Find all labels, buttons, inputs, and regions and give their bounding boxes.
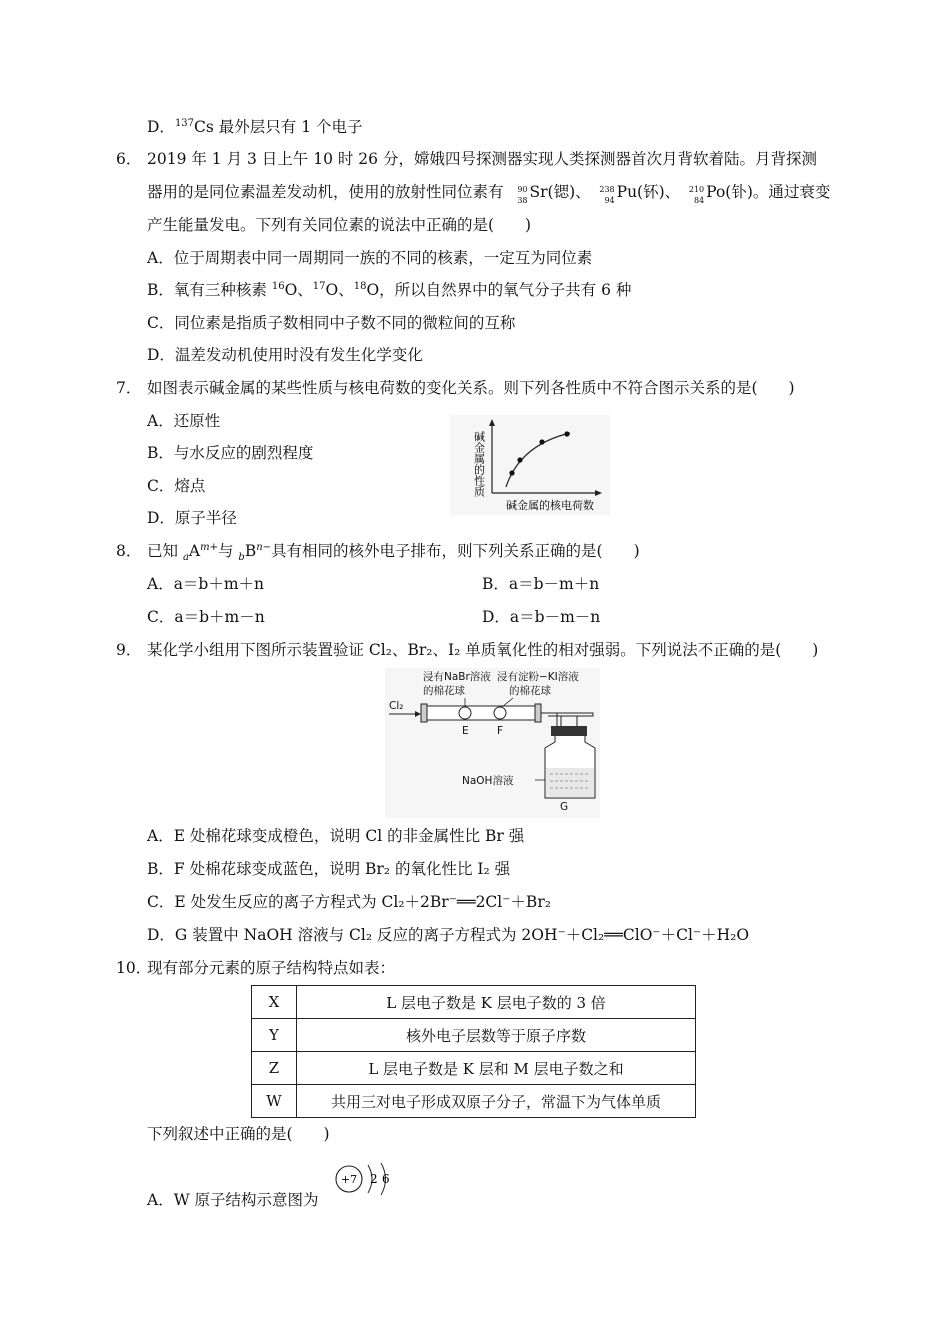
label-g: G [560,801,569,813]
atomic-structure-diagram [332,1160,402,1206]
q6-stem-line2: 器用的是同位素温差发动机，使用的放射性同位素有 90 38 Sr(锶)、 238 94 Pu(钚)、 210 84 Po(钋)。通过衰变 [147,183,831,205]
table-row: W 共用三对电子形成双原子分子，常温下为气体单质 [252,1085,696,1118]
q7-stem: 如图表示碱金属的某些性质与核电荷数的变化关系。则下列各性质中不符合图示关系的是( ) [147,379,795,397]
q9-apparatus-figure [385,668,600,818]
q7-number: 7． [116,379,142,397]
q8-option-c: C．a＝b＋m－n [147,608,265,626]
q9-option-d: D．G 装置中 NaOH 溶液与 Cl₂ 反应的离子方程式为 2OH⁻＋Cl₂══ClO⁻＋Cl⁻＋H₂O [147,926,750,944]
q10-option-a: A．W 原子结构示意图为 [147,1191,319,1209]
element-structure-table [251,985,696,1118]
q7-option-d: D．原子半径 [147,509,237,527]
q6-stem-line3: 产生能量发电。下列有关同位素的说法中正确的是( ) [147,216,532,234]
shell-2-electrons: 6 [382,1172,390,1186]
label-ki-1: 浸有淀粉−KI溶液 [497,671,579,683]
label-nabr-2: 的棉花球 [423,685,465,697]
isotope-po: 210 84 [688,185,705,205]
label-f: F [497,725,504,737]
q7-option-b: B．与水反应的剧烈程度 [147,444,314,462]
curve-point [509,470,514,475]
q8-number: 8． [116,542,142,560]
q6-stem-line1: 2019 年 1 月 3 日上午 10 时 26 分，嫦娥四号探测器实现人类探测器首次月背软着陆。月背探测 [147,150,817,168]
q8-option-d: D．a＝b－m－n [482,608,601,626]
q7-y-label: 碱金属的性质 [472,431,486,497]
q9-option-a: A．E 处棉花球变成橙色，说明 Cl 的非金属性比 Br 强 [147,827,525,845]
isotope-sr: 90 38 [517,185,528,205]
table-row: Y 核外电子层数等于原子序数 [252,1019,696,1052]
q5-option-d: D．$^{137}$Cs 最外层只有 1 个电子 [147,117,363,136]
q6-option-c: C．同位素是指质子数相同中子数不同的微粒间的互称 [147,314,516,332]
q9-number: 9． [116,641,142,659]
q7-option-c: C．熔点 [147,477,206,495]
q7-x-label: 碱金属的核电荷数 [506,499,594,512]
q6-option-d: D．温差发动机使用时没有发生化学变化 [147,346,423,364]
curve-point [517,457,522,462]
q9-stem: 某化学小组用下图所示装置验证 Cl₂、Br₂、I₂ 单质氧化性的相对强弱。下列说法不正确的是( ) [147,641,819,659]
q7-figure [450,415,610,515]
curve-point [564,431,569,436]
cotton-ball-e [459,707,471,719]
q9-option-b: B．F 处棉花球变成蓝色，说明 Br₂ 的氧化性比 I₂ 强 [147,860,511,878]
label-nabr-1: 浸有NaBr溶液 [423,671,491,683]
q10-stem: 现有部分元素的原子结构特点如表： [147,959,396,977]
label-e: E [462,725,469,737]
label-cl2: Cl₂ [389,700,404,712]
shell-1-electrons: 2 [370,1172,378,1186]
label-ki-2: 的棉花球 [509,685,551,697]
q8-option-b: B．a＝b－m＋n [482,575,600,593]
q7-option-a: A．还原性 [147,412,221,430]
table-row: X L 层电子数是 K 层电子数的 3 倍 [252,986,696,1019]
q6-option-a: A．位于周期表中同一周期同一族的不同的核素，一定互为同位素 [147,249,593,267]
cotton-ball-f [494,707,506,719]
nucleus-charge: +7 [340,1173,358,1186]
table-row: Z L 层电子数是 K 层和 M 层电子数之和 [252,1052,696,1085]
q6-number: 6． [116,150,142,168]
q6-option-b: B．氧有三种核素 $^{16}$O、$^{17}$O、$^{18}$O，所以自然界中的氧气分子共有 6 种 [147,280,632,299]
q9-option-c: C．E 处发生反应的离子方程式为 Cl₂＋2Br⁻══2Cl⁻＋Br₂ [147,893,551,911]
curve-point [539,439,544,444]
q10-number: 10． [116,959,152,977]
q8-stem: 已知 $_aA^{m+}$与 $_bB^{n-}$具有相同的核外电子排布，则下列关系正确的是( ) [147,541,640,564]
isotope-pu: 238 94 [599,185,615,205]
q10-after-table: 下列叙述中正确的是( ) [147,1125,330,1143]
q8-option-a: A．a＝b＋m＋n [147,575,265,593]
label-naoh: NaOH溶液 [462,775,514,787]
